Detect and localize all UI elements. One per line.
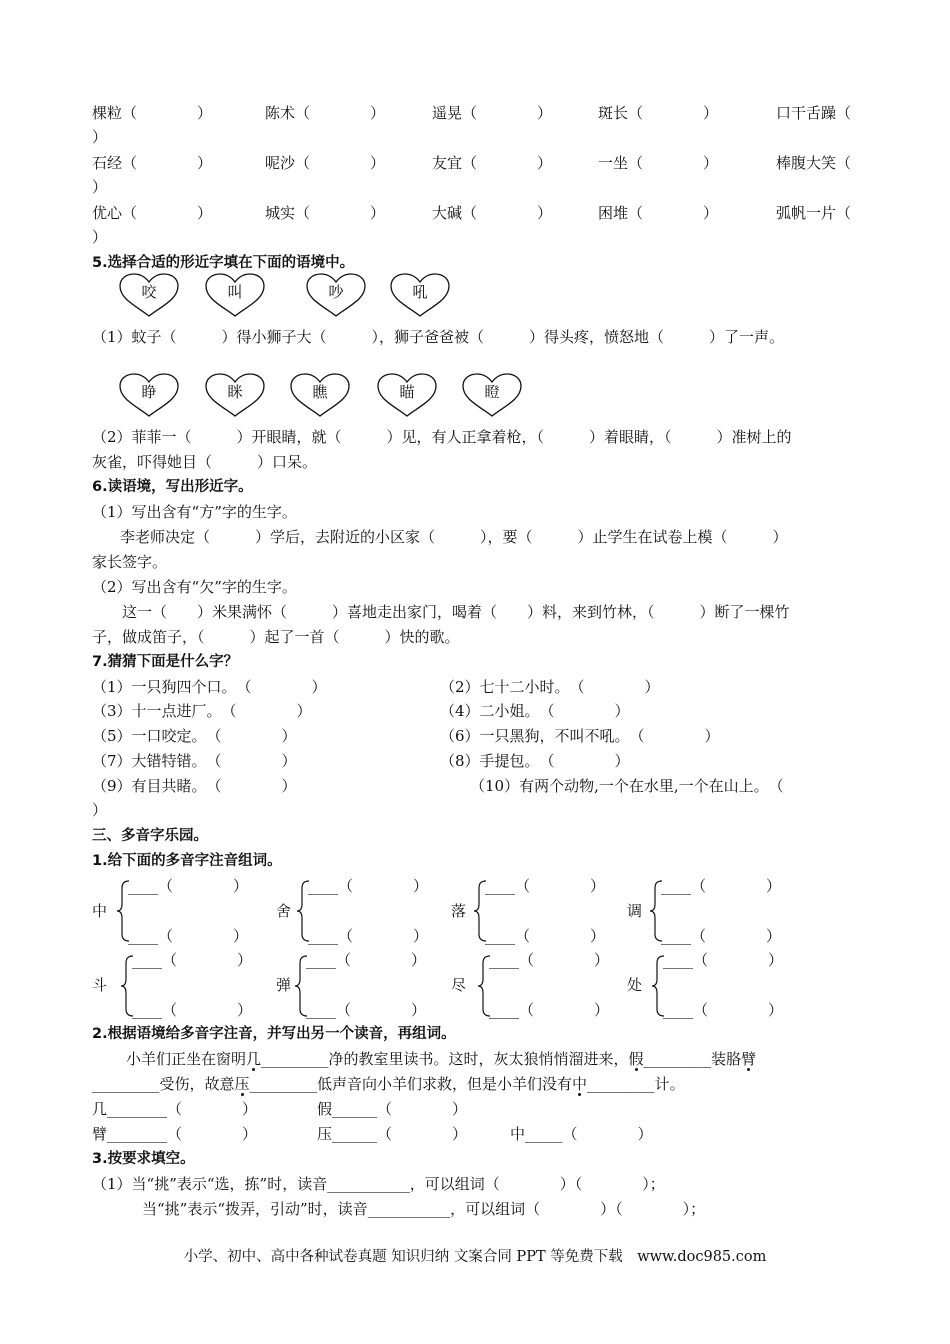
q2-context-line1: 小羊们正坐在窗明几_________净的教室里读书。这时，灰太狼悄悄溜进来，假_________装胳臂 bbox=[126, 1050, 757, 1068]
q4-row1-item2: 陈术（ ） bbox=[265, 104, 386, 122]
riddle: （5）一口咬定。 （ ） bbox=[92, 727, 297, 745]
riddle: （9）有目共睹。 （ ） bbox=[92, 777, 297, 795]
polyphone-char: 中 bbox=[92, 902, 108, 920]
q4-row3-item4: 困堆（ ） bbox=[598, 204, 719, 222]
page-footer: 小学、初中、高中各种试卷真题 知识归纳 文案合同 PPT 等免费下载 www.doc985.com bbox=[183, 1249, 767, 1265]
q4-row2-tail: ） bbox=[92, 178, 108, 196]
q6-part2: （2）写出含有“欠”字的生字。 bbox=[92, 578, 297, 596]
q2-answer: 几________（ ） bbox=[92, 1100, 258, 1118]
pinyin-blank: ____（ ） bbox=[308, 877, 429, 895]
heart-char: 叫 bbox=[227, 283, 243, 301]
heart-char: 吼 bbox=[412, 283, 428, 301]
pinyin-blank: ____（ ） bbox=[128, 927, 249, 945]
s3-q1-title: 1.给下面的多音字注音组词。 bbox=[92, 853, 282, 869]
heart-box bbox=[461, 372, 523, 418]
pinyin-blank: ____（ ） bbox=[661, 877, 782, 895]
pinyin-blank: ____（ ） bbox=[132, 951, 253, 969]
polyphone-char: 弹 bbox=[276, 976, 292, 994]
heart-char: 瞄 bbox=[399, 383, 415, 401]
pinyin-blank: ____（ ） bbox=[128, 877, 249, 895]
riddle: （1）一只狗四个口。 （ ） bbox=[92, 678, 327, 696]
q6-part1: （1）写出含有“方”字的生字。 bbox=[92, 503, 297, 521]
heart-char: 瞪 bbox=[484, 383, 500, 401]
riddle: （8）手提包。 （ ） bbox=[440, 752, 630, 770]
q4-row3-tail: ） bbox=[92, 228, 108, 246]
heart-char: 吵 bbox=[328, 283, 344, 301]
heart-char: 咬 bbox=[141, 283, 157, 301]
heart-char: 眯 bbox=[227, 383, 243, 401]
heart-box bbox=[118, 272, 180, 318]
pinyin-blank: ____（ ） bbox=[308, 927, 429, 945]
q4-row2-item1: 石经（ ） bbox=[92, 154, 213, 172]
polyphone-char: 尽 bbox=[451, 976, 467, 994]
polyphone-char: 处 bbox=[627, 976, 643, 994]
section3-title: 三、多音字乐园。 bbox=[92, 828, 208, 844]
polyphone-char: 落 bbox=[451, 902, 467, 920]
q3-line1: （1）当“挑”表示“选，拣”时，读音___________，可以组词（ ）（ ）； bbox=[92, 1175, 665, 1193]
q2-answer: 臂________（ ） bbox=[92, 1125, 258, 1143]
q4-row3-item1: 优心（ ） bbox=[92, 204, 213, 222]
q7-title: 7.猜猜下面是什么字？ bbox=[92, 654, 239, 670]
heart-box bbox=[289, 372, 351, 418]
q4-row2-item3: 友宜（ ） bbox=[432, 154, 553, 172]
riddle: （6）一只黑狗，不叫不吼。 （ ） bbox=[440, 727, 720, 745]
heart-box bbox=[305, 272, 367, 318]
q3-line2: 当“挑”表示“拨弄，引动”时，读音___________，可以组词（ ）（ ）； bbox=[142, 1200, 706, 1218]
heart-box bbox=[204, 372, 266, 418]
heart-char: 睁 bbox=[141, 383, 157, 401]
riddle: （4）二小姐。 （ ） bbox=[440, 702, 630, 720]
q2-context-line2: _________受伤，故意压_________低声音向小羊们求救，但是小羊们没有中_________计。 bbox=[92, 1075, 685, 1093]
polyphone-char: 舍 bbox=[276, 902, 292, 920]
q4-row2-item4: 一坐（ ） bbox=[598, 154, 719, 172]
pinyin-blank: ____（ ） bbox=[661, 927, 782, 945]
q4-row1-tail: ） bbox=[92, 128, 108, 146]
riddle: （10）有两个动物,一个在水里,一个在山上。 （ bbox=[470, 777, 784, 795]
polyphone-char: 调 bbox=[627, 902, 643, 920]
q6-part1-line2: 家长签字。 bbox=[92, 553, 168, 571]
heart-box bbox=[118, 372, 180, 418]
q6-title: 6.读语境，写出形近字。 bbox=[92, 479, 253, 495]
riddle: （7）大错特错。 （ ） bbox=[92, 752, 297, 770]
heart-box bbox=[376, 372, 438, 418]
q5-sentence1: （1）蚊子（ ）得小狮子大（ ），狮子爸爸被（ ）得头疼，愤怒地（ ）了一声。 bbox=[92, 328, 785, 346]
pinyin-blank: ____（ ） bbox=[663, 1001, 784, 1019]
q4-row3-item3: 大碱（ ） bbox=[432, 204, 553, 222]
q2-answer: 中_____（ ） bbox=[510, 1125, 653, 1143]
q2-answer: 压______（ ） bbox=[317, 1125, 468, 1143]
riddle-tail: ） bbox=[92, 801, 108, 819]
pinyin-blank: ____（ ） bbox=[485, 927, 606, 945]
q2-answer: 假______（ ） bbox=[317, 1100, 468, 1118]
q4-row1-item4: 斑长（ ） bbox=[598, 104, 719, 122]
q4-row3-item2: 城实（ ） bbox=[265, 204, 386, 222]
riddle: （2）七十二小时。 （ ） bbox=[440, 678, 660, 696]
q6-part1-line1: 李老师决定（ ）学后，去附近的小区家（ ），要（ ）止学生在试卷上模（ ） bbox=[120, 528, 788, 546]
q5-sentence2b: 灰雀，吓得她目（ ）口呆。 bbox=[92, 453, 318, 471]
pinyin-blank: ____（ ） bbox=[306, 1001, 427, 1019]
polyphone-char: 斗 bbox=[92, 976, 108, 994]
q4-row2-item2: 呢沙（ ） bbox=[265, 154, 386, 172]
pinyin-blank: ____（ ） bbox=[306, 951, 427, 969]
q4-row1-item3: 遥晃（ ） bbox=[432, 104, 553, 122]
q4-row2-item5: 棒腹大笑（ bbox=[776, 154, 852, 172]
riddle: （3）十一点进厂。 （ ） bbox=[92, 702, 312, 720]
pinyin-blank: ____（ ） bbox=[132, 1001, 253, 1019]
q4-row3-item5: 弧帆一片（ bbox=[776, 204, 852, 222]
q4-row1-item1: 棵粒（ ） bbox=[92, 104, 213, 122]
q5-sentence2a: （2）菲菲一（ ）开眼睛，就（ ）见，有人正拿着枪，（ ）着眼睛，（ ）准树上的 bbox=[92, 428, 792, 446]
q5-title: 5.选择合适的形近字填在下面的语境中。 bbox=[92, 255, 355, 271]
heart-box bbox=[389, 272, 451, 318]
pinyin-blank: ____（ ） bbox=[485, 877, 606, 895]
q6-part2-line2: 子，做成笛子，（ ）起了一首（ ）快的歌。 bbox=[92, 628, 460, 646]
q6-part2-line1: 这一（ ）米果满怀（ ）喜地走出家门，喝着（ ）料，来到竹林，（ ）断了一棵竹 bbox=[122, 603, 790, 621]
s3-q3-title: 3.按要求填空。 bbox=[92, 1151, 195, 1167]
heart-box bbox=[204, 272, 266, 318]
pinyin-blank: ____（ ） bbox=[489, 951, 610, 969]
pinyin-blank: ____（ ） bbox=[489, 1001, 610, 1019]
s3-q2-title: 2.根据语境给多音字注音，并写出另一个读音，再组词。 bbox=[92, 1026, 456, 1042]
pinyin-blank: ____（ ） bbox=[663, 951, 784, 969]
heart-char: 瞧 bbox=[312, 383, 328, 401]
q4-row1-item5: 口干舌躁（ bbox=[776, 104, 852, 122]
